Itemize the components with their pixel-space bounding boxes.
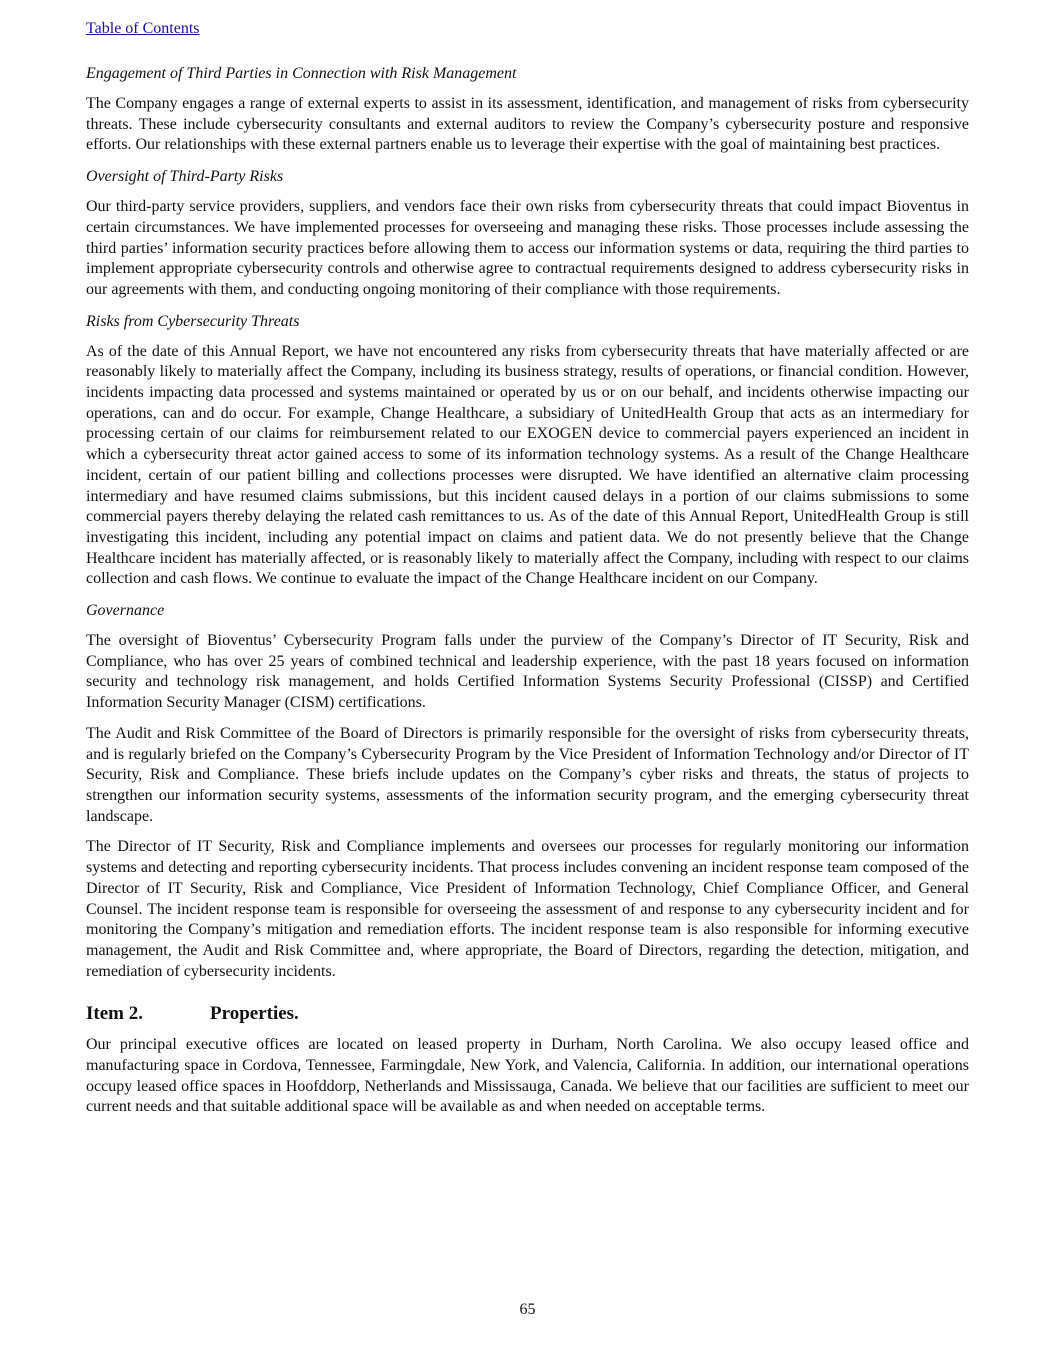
item-heading [86,1002,969,1026]
section-oversight-third-party [86,166,969,301]
section-third-parties [86,63,969,156]
section-heading-governance: Governance [86,602,165,620]
paragraph-properties: Our principal executive offices are located on leased property in Durham, North Carolina. We also occupy leased office and manufacturing space in Cordova, Tennessee, Farmingdale, New York, and Valencia, California. In addition, our international operations occupy leased office spaces in Hoofddorp, Netherlands and Mississauga, Canada. We believe that our facilities are sufficient to meet our current needs and that suitable additional space will be available as and when needed on acceptable terms. [86,1036,969,1116]
item-number: Item 2. [86,1003,143,1025]
paragraph-governance-2: The Audit and Risk Committee of the Board of Directors is primarily responsible for the oversight of risks from cybersecurity threats, and is regularly briefed on the Company’s Cybersecurity Program by the Vice President of Information Technology and/or Director of IT Security, Risk and Compliance. These briefs include updates on the Company’s cyber risks and threats, the status of projects to strengthen our information security systems, assessments of the information security program, and the emerging cybersecurity threat landscape. [86,724,969,825]
section-risks [86,311,969,590]
paragraph-oversight-third-party: Our third-party service providers, suppliers, and vendors face their own risks from cybersecurity threats that could impact Bioventus in certain circumstances. We have implemented processes for overseeing and managing these risks. Those processes include assessing the third parties’ information security practices before allowing them to access our information systems or data, requiring the third parties to implement appropriate cybersecurity controls and otherwise agree to contractual requirements designed to address cybersecurity risks in our agreements with them, and conducting ongoing monitoring of their compliance with those requirements. [86,198,969,298]
paragraph-risks: As of the date of this Annual Report, we have not encountered any risks from cybersecurity threats that have materially affected or are reasonably likely to materially affect the Company, including its business strategy, results of operations, or financial condition. However, incidents impacting data processed and systems maintained or operated by us or on our behalf, and incidents otherwise impacting our operations, can and do occur. For example, Change Healthcare, a subsidiary of UnitedHealth Group that acts as an intermediary for processing certain of our claims for reimbursement related to our EXOGEN device to commercial payers experienced an incident in which a cybersecurity threat actor gained access to some of its information technology systems. As a result of the Change Healthcare incident, certain of our patient billing and collections processes were disrupted. We have identified an alternative claim processing intermediary and have resumed claims submissions, but this incident caused delays in a portion of our claims submissions to some commercial payers thereby delaying the related cash remittances to us. As of the date of this Annual Report, UnitedHealth Group is still investigating this incident, including any potential impact on claims and patient data. We do not presently believe that the Change Healthcare incident has materially affected, or is reasonably likely to materially affect the Company, including with respect to our claims collection and cash flows. We continue to evaluate the impact of the Change Healthcare incident on our Company. [86,342,969,588]
item-title: Properties. [210,1003,299,1025]
page-number: 65 [519,1301,536,1318]
section-item-2 [86,1002,969,1118]
paragraph-governance-3: The Director of IT Security, Risk and Compliance implements and oversees our processes for regularly monitoring our information systems and detecting and reporting cybersecurity incidents. That process includes convening an incident response team composed of the Director of IT Security, Risk and Compliance, Vice President of Information Technology, Chief Compliance Officer, and General Counsel. The incident response team is responsible for overseeing the assessment of and response to any cybersecurity incident and for monitoring the Company’s mitigation and remediation efforts. The incident response team is also responsible for informing executive management, the Audit and Risk Committee and, where appropriate, the Board of Directors, regarding the detection, mitigation, and remediation of cybersecurity incidents. [86,838,969,980]
section-heading-risks: Risks from Cybersecurity Threats [86,312,300,330]
paragraph-governance-1: The oversight of Bioventus’ Cybersecurity Program falls under the purview of the Company’s Director of IT Security, Risk and Compliance, who has over 25 years of combined technical and leadership experience, with the past 18 years focused on information security and technology risk management, and holds Certified Information Systems Security Professional (CISSP) and Certified Information Security Manager (CISM) certifications. [86,632,969,712]
paragraph-third-parties: The Company engages a range of external experts to assist in its assessment, identification, and management of risks from cybersecurity threats. These include cybersecurity consultants and external auditors to review the Company’s cybersecurity posture and responsive efforts. Our relationships with these external partners enable us to leverage their expertise with the goal of maintaining best practices. [86,95,969,154]
document-page [86,18,969,1128]
section-heading-oversight-third-party: Oversight of Third-Party Risks [86,168,284,186]
section-heading-third-parties: Engagement of Third Parties in Connection with Risk Management [86,65,517,82]
section-governance [86,600,969,982]
table-of-contents-link[interactable]: Table of Contents [86,20,200,37]
